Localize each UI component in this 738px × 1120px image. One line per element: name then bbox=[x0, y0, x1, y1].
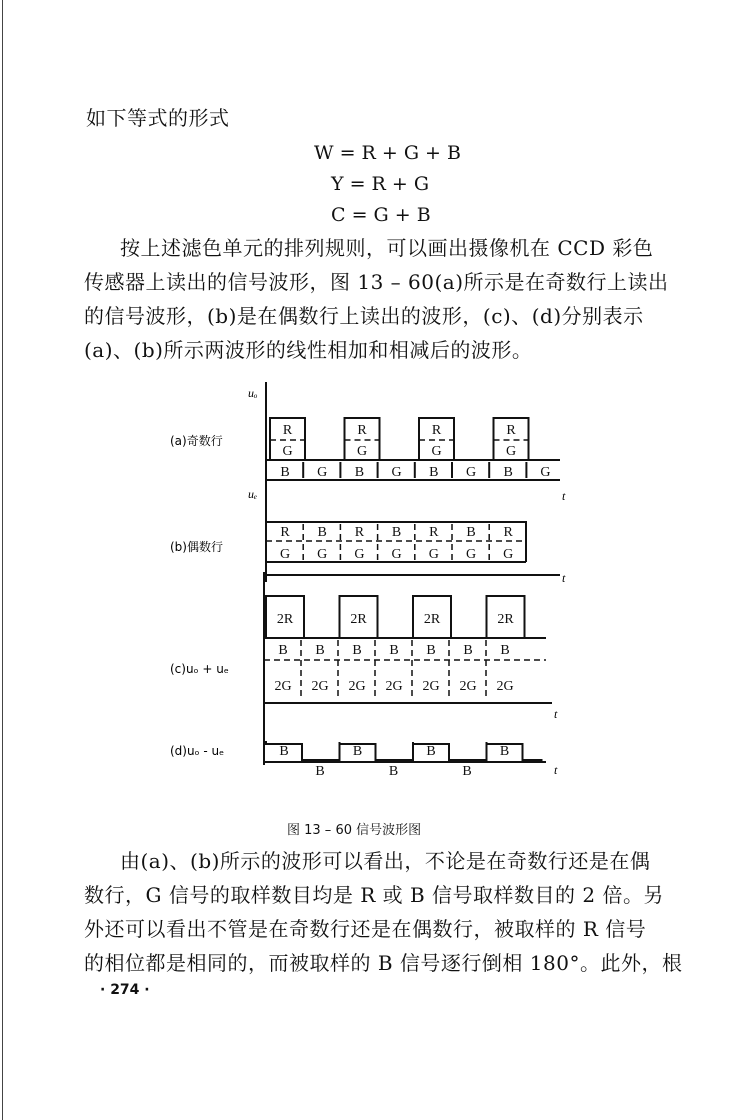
panel-a-g-label: G bbox=[505, 444, 517, 459]
panel-c-b-label: B bbox=[500, 643, 510, 658]
panel-b-lower-label: G bbox=[465, 547, 477, 562]
panel-d-lower-b-label: B bbox=[388, 764, 399, 779]
paragraph-1-line-4: (a)、(b)所示两波形的线性相加和相减后的波形。 bbox=[84, 338, 533, 362]
panel-a-r-label: R bbox=[357, 423, 367, 438]
panel-b-upper-label: R bbox=[354, 525, 365, 540]
paragraph-1-line-3: 的信号波形，(b)是在偶数行上读出的波形，(c)、(d)分别表示 bbox=[84, 304, 644, 328]
panel-d-upper-b-label: B bbox=[499, 744, 510, 759]
panel-a-bottom-label: B bbox=[280, 465, 290, 480]
equation-y: Y = R + G bbox=[331, 173, 430, 195]
panel-a-r-label: R bbox=[506, 423, 516, 438]
panel-a-bottom-label: G bbox=[465, 465, 477, 480]
equation-w: W = R + G + B bbox=[314, 142, 461, 164]
panel-c-2g-label: 2G bbox=[422, 679, 440, 694]
panel-b-lower-label: G bbox=[279, 547, 291, 562]
panel-d-upper-b-label: B bbox=[279, 744, 289, 759]
panel-c-2r-label: 2R bbox=[423, 612, 441, 627]
axis-label-uo: uₒ bbox=[248, 386, 258, 400]
panel-b-lower-label: G bbox=[317, 547, 328, 562]
panel-b-upper-label: R bbox=[280, 525, 290, 540]
paragraph-1-line-2: 传感器上读出的信号波形，图 13 – 60(a)所示是在奇数行上读出 bbox=[84, 270, 669, 294]
panel-b-upper-label: B bbox=[317, 525, 327, 540]
panel-c-2g-label: 2G bbox=[459, 679, 477, 694]
panel-a-bottom-label: B bbox=[429, 465, 439, 480]
intro-text: 如下等式的形式 bbox=[86, 106, 230, 130]
panel-a-bottom-label: G bbox=[391, 465, 402, 480]
panel-b-upper-label: B bbox=[466, 525, 476, 540]
panel-c-b-label: B bbox=[315, 643, 325, 658]
panel-a-bottom-label: B bbox=[503, 465, 513, 480]
panel-b-upper-label: R bbox=[429, 525, 439, 540]
figure-caption: 图 13 – 60 信号波形图 bbox=[287, 823, 422, 838]
panel-b-lower-label: G bbox=[428, 547, 439, 562]
paragraph-2-line-3: 外还可以看出不管是在奇数行还是在偶数行，被取样的 R 信号 bbox=[84, 917, 647, 941]
paragraph-2-line-1: 由(a)、(b)所示的波形可以看出，不论是在奇数行还是在偶 bbox=[120, 849, 651, 873]
panel-a-g-label: G bbox=[431, 444, 442, 459]
panel-c-2r-label: 2R bbox=[276, 612, 294, 627]
panel-a-r-label: R bbox=[431, 423, 442, 438]
panel-c-2g-label: 2G bbox=[348, 679, 366, 694]
equation-c: C = G + B bbox=[331, 204, 431, 226]
axis-label-t-b: t bbox=[562, 571, 566, 585]
signal-waveform-figure bbox=[0, 370, 738, 810]
panel-b-lower-label: G bbox=[354, 547, 365, 562]
axis-label-t-a: t bbox=[562, 489, 566, 503]
panel-a-r-label: R bbox=[282, 423, 293, 438]
panel-d-upper-b-label: B bbox=[352, 744, 363, 759]
label-panel-b: (b)偶数行 bbox=[170, 540, 223, 554]
panel-d-upper-b-label: B bbox=[426, 744, 436, 759]
panel-c-b-label: B bbox=[426, 643, 436, 658]
panel-c-b-label: B bbox=[352, 643, 362, 658]
panel-a-bottom-label: B bbox=[354, 465, 365, 480]
panel-b-lower-label: G bbox=[503, 547, 514, 562]
panel-c-2g-label: 2G bbox=[496, 679, 514, 694]
page-number: · 274 · bbox=[100, 982, 150, 998]
axis-label-t-d: t bbox=[554, 763, 558, 777]
panel-b-lower-label: G bbox=[391, 547, 402, 562]
panel-a-g-label: G bbox=[356, 444, 368, 459]
panel-c-b-label: B bbox=[463, 643, 473, 658]
panel-b-upper-label: R bbox=[503, 525, 513, 540]
axis-label-t-c: t bbox=[554, 707, 558, 721]
paragraph-1-line-1: 按上述滤色单元的排列规则，可以画出摄像机在 CCD 彩色 bbox=[120, 236, 654, 260]
panel-d-lower-b-label: B bbox=[315, 764, 325, 779]
panel-c-b-label: B bbox=[389, 643, 399, 658]
panel-c-2g-label: 2G bbox=[385, 679, 403, 694]
panel-c-2r-label: 2R bbox=[497, 612, 514, 627]
axis-label-ue: uₑ bbox=[248, 487, 258, 501]
panel-c-b-label: B bbox=[278, 643, 288, 658]
label-panel-d: (d)uₒ - uₑ bbox=[170, 744, 225, 758]
panel-a-bottom-label: G bbox=[540, 465, 551, 480]
label-panel-c: (c)uₒ + uₑ bbox=[170, 662, 229, 676]
panel-c-2g-label: 2G bbox=[274, 679, 292, 694]
panel-b-upper-label: B bbox=[391, 525, 402, 540]
panel-a-g-label: G bbox=[282, 444, 293, 459]
panel-c-2r-label: 2R bbox=[350, 612, 367, 627]
paragraph-2-line-4: 的相位都是相同的，而被取样的 B 信号逐行倒相 180°。此外，根 bbox=[84, 951, 683, 975]
paragraph-2-line-2: 数行，G 信号的取样数目均是 R 或 B 信号取样数目的 2 倍。另 bbox=[84, 883, 664, 907]
panel-a-bottom-label: G bbox=[317, 465, 328, 480]
panel-c-2g-label: 2G bbox=[311, 679, 329, 694]
panel-d-lower-b-label: B bbox=[462, 764, 472, 779]
label-panel-a: (a)奇数行 bbox=[170, 434, 223, 448]
